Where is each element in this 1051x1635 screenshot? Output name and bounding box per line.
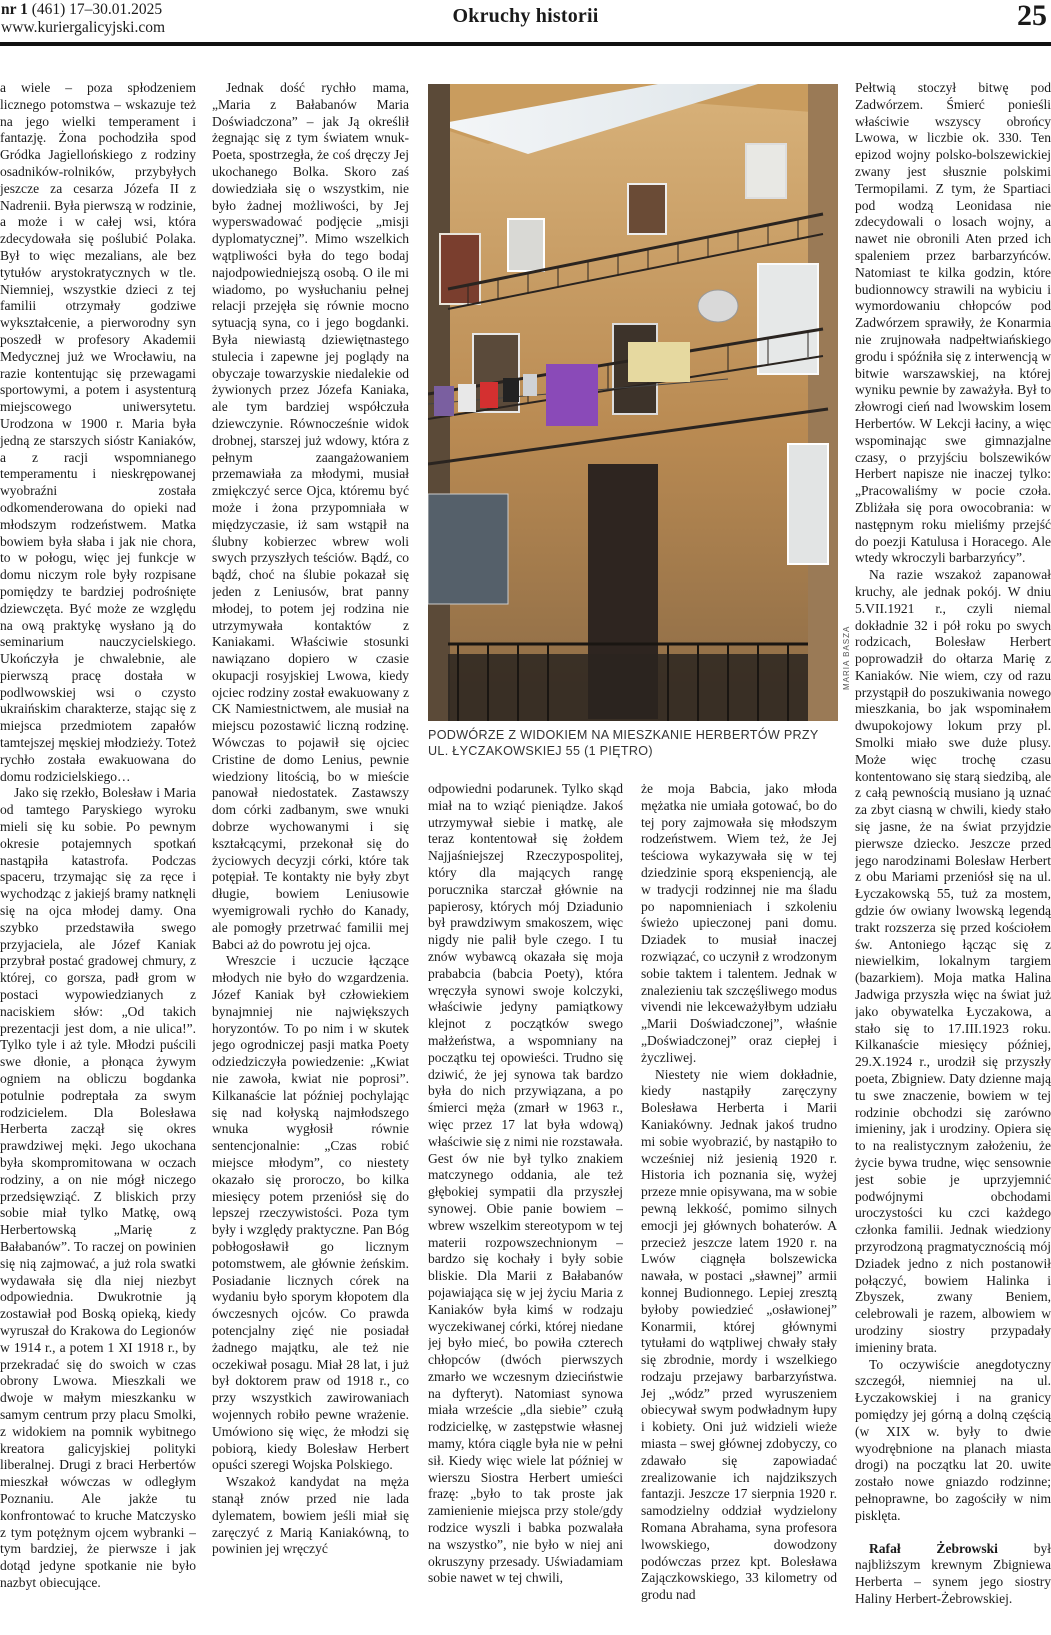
photo-caption: PODWÓRZE Z WIDOKIEM NA MIESZKANIE HERBERTÓW PRZY UL. ŁYCZAKOWSKIEJ 55 (1 PIĘTRO) — [428, 728, 819, 758]
section-title: Okruchy historii — [452, 5, 599, 27]
paragraph: Pełtwią stoczył bitwę pod Zadwórzem. Śmierć ponieśli właściwie wszyscy obrońcy Lwowa, w liczbie ok. 330. Ten epizod wojny polsko-bolszewickiej zwany jest słusznie polskimi Termopilami. Z tym, że Spartiaci pod wodzą Leonidasa nie zdecydowali o losach wojny, a nawet nie obronili Aten przed ich spaleniem przez barbarzyńców. Natomiast te kilka godzin, które budionnowcy strawili na wybiciu i wymordowaniu chłopców pod Zadwórzem sprawiły, że Konarmia nie zrujnowała nadpełtwiańskiego grodu i spóźniła się z interwencją w bitwie warszawskiej, na której wyniku pewnie by zaważyła. Był to złowrogi cień nad lwowskim losem Herbertów. W Lekcji łaciny, a więc wspominając swe gimnazjalne czasy, o przyjściu bolszewików Herbert napisze nie inaczej tylko: „Pracowaliśmy w pocie czoła. Zbliżała się pora owocobrania: w następnym roku mieliśmy przejść do poezji Katulusa i Horacego. Ale wtedy wkroczyli barbarzyńcy”. — [855, 80, 1051, 566]
paragraph: odpowiedni podarunek. Tylko skąd miał na to wziąć pieniądze. Jakoś utrzymywał siebie i matkę, ale teraz kontentował się żołdem Najjaśniejszej Rzeczypospolitej, który dla mających rangę porucznika starczał głównie na papierosy, których mój Dziadunio był prawdziwym smakoszem, więc nigdy nie palił byle czego. I tu znów wybawcą okazała się moja prababcia (babcia Poety), która wręczyła synowi swoje kolczyki, właściwie jedyny pamiątkowy klejnot z początków swego małżeństwa, a wspomniany na początku tej opowieści. Trudno się dziwić, że jej synowa tak bardzo była do nich przywiązana, a po śmierci męża (zmarł w 1963 r., więc przez 17 lat była wdową) właściwie się z nimi nie rozstawała. Gest ów nie był tylko znakiem matczynego oddania, ale też głębokiej sympatii dla przyszłej synowej. Obie panie bowiem – wbrew wszelkim stereotypom w tej materii rozpowszechnionym – bardzo się kochały i były sobie bliskie. Dla Marii z Bałabanów pojawiająca się w jej życiu Maria z Kaniaków była kimś w rodzaju wyczekiwanej córki, której niedane jej było mieć, bo powiła czterech chłopców (dwóch pierwszych zmarło we wczesnym dzieciństwie na dyfteryt). Natomiast synowa miała wrzeście „dla siebie” czułą rodzicielkę, w zastępstwie własnej mamy, która ciągle była nie w pełni sił. Kiedy więc wiele lat później w wierszu Siostra Herbert umieści frazę: „było to tak proste jak zamienienie miejsca przy stole/gdy rodzice wyszli i babka pozwalała na wszystko”, nie było w niej ani okruszyny przesady. Uświadamiam sobie nawet w tej chwili, — [428, 781, 623, 1586]
paragraph: a wiele – poza spłodzeniem licznego potomstwa – wskazuje też na jego wielki temperament i fantazję. Żona pochodziła spod Gródka Jagiellońskiego z rodziny osadników-rolników, przybyłych jeszcze za cesarza Józefa II z Nadrenii. Była pierwszą w rodzinie, a może i w całej wsi, która zdecydowała się poślubić Polaka. Był to więc mezalians, ale bez tytułów arystokratycznych w tle. Niemniej, wszystkie dzieci z tej familii otrzymały godziwe wykształcenie, a pierworodny syn poszedł w profesory Akademii Medycznej już we Wrocławiu, na razie kontentując się przewagami sportowymi, a potem i asystenturą miejscowego uniwersytetu. Urodzona w 1900 r. Maria była jedną ze starszych sióstr Kaniaków, a z racji wspomnianego temperamentu i nieskrępowanej wyobraźni została odkomenderowana do opieki nad młodszym rodzeństwem. Matka bowiem była słaba i jak nie chora, to w połogu, więc jej funkcje w domu niczym role były rozpisane pomiędzy te bardziej podrośnięte dziewczęta. Być może ze względu na ową praktykę wysłano ją do seminarium nauczycielskiego. Ukończyła je chwalebnie, ale pierwszą pracę dostała w podlwowskiej wsi o czysto ukraińskim charakterze, stając się z miejsca przedmiotem zapałów tamtejszej męskiej młodzieży. Toteż rychło została ewakuowana do domu rodzicielskiego… — [0, 80, 196, 784]
paragraph: Jednak dość rychło mama, „Maria z Bałabanów Maria Doświadczona” – jak Ją określił żegnając się z tym światem wnuk-Poeta, spostrzegła, że coś dręczy Jej ukochanego Bolka. Skoro zaś dowiedziała się o wszystkim, nie było żadnej możliwości, by Jej wyperswadować podjęcie „misji dyplomatycznej”. Mimo wszelkich wątpliwości była do tego bodaj najodpowiedniejszą osobą. O ile mi wiadomo, po wysłuchaniu pełnej relacji przejęła się równie mocno sytuacją syna, co i jego bogdanki. Była niewiastą dziewiętnastego stulecia i zapewne jej poglądy na obyczaje towarzyskie niedalekie od żywionych przez Józefa Kaniaka, ale tym bardziej współczuła dziewczynie. Równocześnie widok drobnej, starszej już wdowy, która z pełnym zaangażowaniem przemawiała za młodymi, musiał zmiękczyć serce Ojca, któremu być może i żona przypomniała w międzyczasie, iż sam wstąpił na ślubny kobierzec wbrew woli swych przyszłych teściów. Bądź, co bądź, choć na ślubie pokazał się jeden z Leniusów, brat panny młodej, to potem jej rodzina nie utrzymywała kontaktów z Kaniakami. Właściwie stosunki nawiązano dopiero w czasie okupacji rosyjskiej Lwowa, kiedy ojciec rodziny został ewakuowany z CK Namiestnictwem, ale musiał na miejscu pozostawić liczną rodzinę. Wówczas to pojawił się ojciec Cristine de domo Lenius, pewnie wiedziony litością, bo w mieście panował niedostatek. Zastawszy dom córki zadbanym, swe wnuki dobrze wychowanymi i się kształcącymi, przekonał się do życiowych decyzji córki, które tak potępiał. Te kontakty nie były zbyt długie, bowiem Leniusowie wyemigrowali rychło do Kanady, ale pomogły przetrwać familii mej Babci aż do powrotu jej ojca. — [212, 80, 409, 952]
issue-number: nr 1 — [1, 1, 28, 18]
author-name: Rafał Żebrowski — [869, 1540, 998, 1556]
article-column-3 — [428, 781, 623, 1635]
paragraph: Wszakoż kandydat na męża stanął znów przed nie lada dylematem, bowiem jeśli miał się zaręczyć z Marią Kaniakówną, to powinien jej wręczyć — [212, 1474, 409, 1557]
issue-dates: (461) 17–30.01.2025 — [27, 1, 163, 18]
page-header — [0, 0, 1051, 44]
paragraph: że moja Babcia, jako młoda mężatka nie umiała gotować, bo do tej pory zajmowała się młodszym rodzeństwem. Wiem też, że Jej teściowa wykazywała się w tej dziedzinie sporą ekspeniencją, ale w tradycji rodzinnej nie ma śladu po napomnieniach i szkoleniu świeżo upieczonej pani domu. Dziadek to musiał inaczej rozwiązać, co uczynił z wrodzonym sobie taktem i talentem. Jednak w znalezieniu tak szczęśliwego modus vivendi nie lekceważyłbym udziału „Marii Doświadczonej”, właśnie „Doświadczonej” oraz ciepłej i życzliwej. — [641, 781, 837, 1065]
author-note — [855, 1541, 1051, 1608]
page-number: 25 — [1017, 0, 1047, 32]
courtyard-photo-drawing — [428, 84, 838, 721]
paragraph: Na razie wszakoż zapanował kruchy, ale jednak pokój. W dniu 5.VII.1921 r., czyli niemal dokładnie 32 i pół roku po swych rodzicach, Bolesław Herbert poprowadził do ołtarza Marię z Kaniaków. Nie wiem, czy od razu przystąpił do poszukiwania nowego mieszkania, bo jak wspominałem dwupokojowy lokum przy pl. Smolki miało swe duże plusy. Może więc trochę czasu kontentowano się starą siedzibą, ale z całą pewnością musiano ją uznać za zbyt ciasną w chwili, kiedy stało się jasne, że na świat przyjdzie pierwsze dziecko. Jeszcze przed jego narodzinami Bolesław Herbert z obu Mariami przeniósł się na ul. Łyczakowską 55, tuż za mostem, gdzie ów owiany lwowską legendą trakt rozszerza się przed kościołem św. Antoniego łącząc się z niewielkim, lokalnym targiem (bazarkiem). Moja matka Halina Jadwiga przyszła więc na świat już jako obywatelka Łyczakowa, a stało się to 17.III.1923 roku. Kilkanaście miesięcy później, 29.X.1924 r., urodził się przyszły poeta, Zbigniew. Daty dzienne mają tu swe znaczenie, bowiem w tej rodzinie obchodzi się zarówno imieniny, jak i urodziny. Opiera się to na realistycznym założeniu, że życie bywa trudne, więc sensownie jest sobie je uprzyjemnić podwójnymi obchodami uroczystości ku czci każdego członka familii. Jednak wiedziony przyrodzoną pragmatycznością mój Dziadek jedno z nich postanowił połączyć, bowiem Halinka i Zbyszek, zwany Beniem, celebrowali je razem, albowiem w urodziny siostry przypadały imieniny brata. — [855, 567, 1051, 1355]
paragraph: Wreszcie i uczucie łączące młodych nie było do wzgardzenia. Józef Kaniak był człowiekiem bynajmniej nie największych horyzontów. To po nim i w skutek jego ogrodniczej pasji matka Poety odziedziczyła powiedzenie: „Kwiat nie zawoła, kwiat nie poprosi”. Kilkanaście lat później pochylając się nad kołyską najmłodszego wnuka wygłosił równie sentencjonalnie: „Czas robić miejsce młodym”, co niestety okazało się proroczo, bo kilka miesięcy potem przeniósł się do lepszej rzeczywistości. Poza tym były i względy praktyczne. Pan Bóg pobłogosławił go licznym potomstwem, ale głównie żeńskim. Posiadanie licznych córek na wydaniu było sporym kłopotem dla ówczesnych ojców. Co prawda potencjalny zięć nie posiadał żadnego majątku, ale też nie oczekiwał posagu. Miał 28 lat, i już był doktorem praw od 1918 r., co przy wszystkich zawirowaniach wojennych robiło pewne wrażenie. Umówiono się więc, że młodzi się pobiorą, kiedy Bolesław Herbert opuści szeregi Wojska Polskiego. — [212, 953, 409, 1473]
courtyard-photo — [428, 84, 838, 721]
photo-credit: MARIA BASZA — [842, 625, 851, 690]
paragraph: Jako się rzekło, Bolesław i Maria od tamtego Paryskiego wyroku mieli się ku sobie. Po pewnym okresie potajemnych spotkań nastąpiła katastrofa. Podczas spaceru, trzymając się za ręce i wychodząc z jakiejś bramy natknęli się na ojca młodej damy. Ona szybko przedstawiła swego przyjaciela, ale Józef Kaniak przybrał postać gradowej chmury, z której, co gorsza, padł grom w postaci wypowiedzianych z naciskiem słów: „Od takich prezentacji jest dom, a nie ulica!”. Tylko tyle i aż tyle. Młodzi puścili swe dłonie, a płonąca żywym ogniem na obliczu bogdanka potulnie podreptała za swym rodzicielem. Dla Bolesława Herberta zaczął się okres prawdziwej męki. Jego ukochana była skompromitowana w oczach rodziny, a on nie mógł niczego przedsięwziąć. Z bliskich przy sobie miał tylko Matkę, ową Herbertowską „Marię z Bałabanów”. To raczej on powinien się nią zajmować, a już rola swatki wydawała się dla niej niezbyt odpowiednia. Dwukrotnie ją zostawiał pod Boską opieką, kiedy wyruszał do Krakowa do Legionów w 1914 r., a potem 1 XI 1918 r., by przekradać się do swoich w czas obrony Lwowa. Mieszkali we dwoje w małym mieszkanku w samym centrum przy placu Smolki, z widokiem na pomnik wybitnego kreatora galicyjskiej polityki liberalnej. Drugi z braci Herbertów mieszkał wówczas w odległym Poznaniu. Ale jakże tu konfrontować to kruche Matczysko z tym potężnym ojcem wybranki – tym bardziej, że pierwsze i jak dotąd jedyne spotkanie nie było nazbyt obiecujące. — [0, 785, 196, 1590]
paragraph: To oczywiście anegdotyczny szczegół, niemniej na ul. Łyczakowskiej i na granicy pomiędzy jej górną a dolną częścią (w XIX w. były to dwie wyodrębnione na planach miasta drogi) na początku lat 20. uwite zostało nowe gniazdo rodzinne; pełnoprawne, bo zagościły w nim pisklęta. — [855, 1356, 1051, 1523]
article-column-5 — [855, 80, 1051, 1635]
article-column-1 — [0, 80, 196, 1635]
website-link[interactable]: www.kuriergalicyjski.com — [1, 19, 166, 36]
article-column-2 — [212, 80, 409, 1635]
article-column-4 — [641, 781, 837, 1635]
paragraph: Niestety nie wiem dokładnie, kiedy nastąpiły zaręczyny Bolesława Herberta i Marii Kaniakówny. Jednak jakoś trudno mi sobie wyobrazić, by nastąpiło to wcześniej niż jesienią 1920 r. Historia ich poznania się, wyżej przeze mnie opisywana, ma w sobie pewną lekkość, pomimo silnych emocji jej głównych bohaterów. A przecież jeszcze latem 1920 r. na Lwów ciągnęła bolszewicka nawała, w postaci „sławnej” armii konnej Budionnego. Lepiej zresztą byłoby powiedzieć „osławionej” Konarmii, której głównymi tytułami do wątpliwej chwały stały się zbrodnie, mordy i wszelkiego rodzaju przejawy barbarzyństwa. Jej „wódz” przed wyruszeniem obiecywał swym podwładnym łupy i kobiety. Oni już widzieli wieże miasta – swej głównej zdobyczy, co zdawało się zapowiadać zrealizowanie ich najdzikszych fantazji. Jeszcze 17 sierpnia 1920 r. samodzielny oddział wydzielony Romana Abrahama, syna profesora lwowskiego, dowodzony podówczas przez kpt. Bolesława Zajączkowskiego, 33 kilometry od grodu nad — [641, 1066, 837, 1603]
header-rule — [0, 42, 1051, 46]
author-bio: był najbliższym krewnym Zbigniewa Herberta – synem jego siostry Haliny Herbert-Żebrowskiej. — [855, 1540, 1051, 1606]
